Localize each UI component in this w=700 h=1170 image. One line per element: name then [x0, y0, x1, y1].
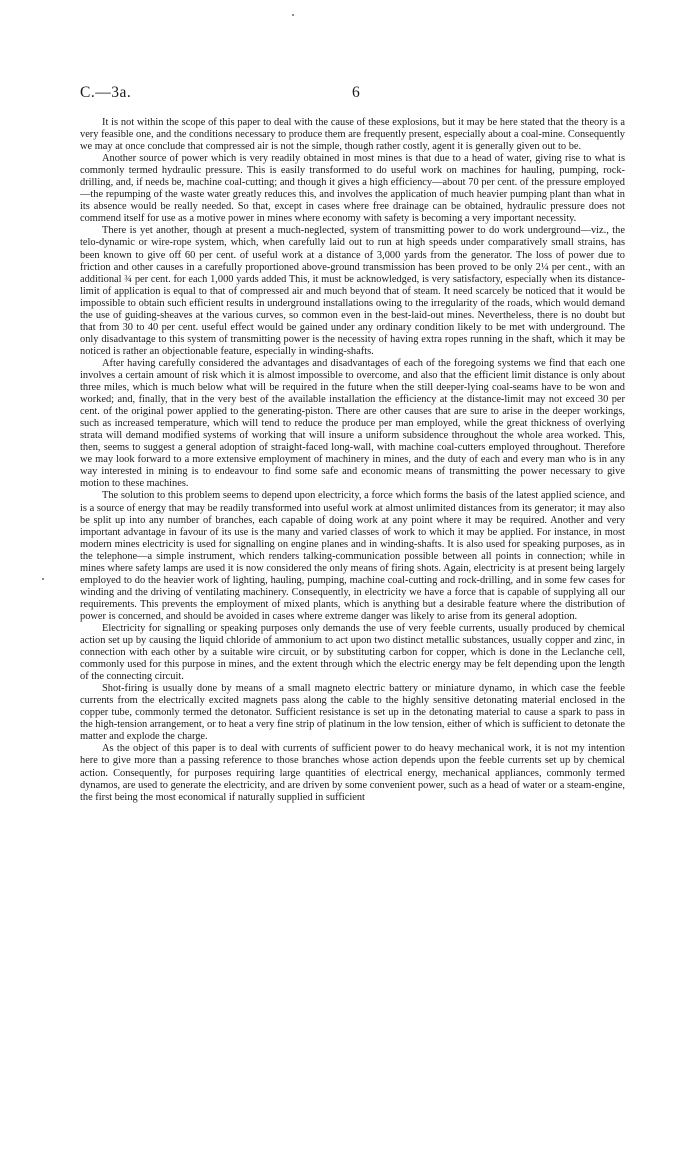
- paragraph: There is yet another, though at present a much-neglected, system of transmitting power to do work underground—viz., the telo-dynamic or wire-rope system, which, when carefully laid out to run at high speeds under comparatively small strains, has been known to give off 60 per cent. of useful work at a distance of 3,000 yards from the generator. The loss of power due to friction and other causes in a carefully proportioned above-ground transmission has been proved to be only 2¼ per cent., with an additional ¾ per cent. for each 1,000 yards added This, it must be acknowledged, is very satisfactory, especially when its distance-limit of application is equal to that of compressed air and much beyond that of steam. It need scarcely be noticed that it would be impossible to obtain such efficient results in underground installations owing to the irregularity of the roads, which would demand the use of guiding-sheaves at the various curves, so common even in the best-laid-out mines. Nevertheless, there is no doubt but that from 30 to 40 per cent. useful effect would be gained under any ordinary condition likely to be met with underground. The only disadvantage to this system of transmitting power is the necessity of having extra ropes running in the shaft, which it may be noticed is rather an objectionable feature, especially in winding-shafts.: [80, 225, 625, 357]
- scan-speck: [42, 578, 44, 580]
- paragraph: Electricity for signalling or speaking purposes only demands the use of very feeble currents, usually produced by chemical action set up by causing the liquid chloride of ammonium to act upon two distinct metallic substances, usually copper and zinc, in connection with each other by a suitable wire circuit, or by substituting carbon for copper, which is done in the Leclanche cell, commonly used for this purpose in mines, and the extent through which the electric energy may be felt depending upon the length of the connecting circuit.: [80, 622, 625, 683]
- page-header: [80, 84, 625, 104]
- paragraph: Shot-firing is usually done by means of a small magneto electric battery or miniature dynamo, in which case the feeble currents from the electrically excited magnets pass along the cable to the highly sensitive detonating material enclosed in the copper tube, commonly termed the detonator. Sufficient resistance is set up in the detonating material to cause a spark to pass in the high-tension arrangement, or to heat a very fine strip of platinum in the low tension, either of which is sufficient to detonate the matter and explode the charge.: [80, 683, 625, 743]
- document-reference: C.—3a.: [80, 84, 132, 101]
- scan-speck: [292, 14, 294, 16]
- paragraph: The solution to this problem seems to depend upon electricity, a force which forms the basis of the latest applied science, and is a source of energy that may be readily transformed into useful work at almost unlimited distances from its generator; it may also be split up into any number of branches, each capable of doing work at any point where it may be required. Another and very important advantage in favour of its use is the many and varied classes of work to which it may be applied. For instance, in most modern mines electricity is used for signalling on engine planes and in winding-shafts. It is also used for speaking purposes, as in the telephone—a simple instrument, which renders talking-communication possible between all points in connection; while in mines where safety lamps are used it is now considered the only means of firing shots. Again, electricity is at present being largely employed to do the heavier work of lighting, hauling, pumping, machine coal-cutting and rock-drilling, and in some few cases for winding and the driving of ventilating machinery. Consequently, in electricity we have a force that is capable of supplying all our requirements. This prevents the employment of mixed plants, which is anything but a desirable feature where the distribution of power is concerned, and should be avoided in cases where extreme danger was likely to arise from its general adoption.: [80, 490, 625, 622]
- paragraph: As the object of this paper is to deal with currents of sufficient power to do heavy mechanical work, it is not my intention here to give more than a passing reference to those branches whose action depends upon the feeble currents set up by chemical action. Consequently, for purposes requiring large quantities of electrical energy, mechanical appliances, commonly termed dynamos, are used to generate the electricity, and are driven by some convenient power, such as a head of water or a steam-engine, the first being the most economical if naturally supplied in sufficient: [80, 743, 625, 803]
- paragraph: It is not within the scope of this paper to deal with the cause of these explosions, but it may be here stated that the theory is a very feasible one, and the conditions necessary to produce them are frequently present, especially about a coal-mine. Consequently we may at once conclude that compressed air is not the simple, though rather costly, agent it is generally given out to be.: [80, 117, 625, 153]
- page-number: 6: [352, 84, 360, 101]
- body-text: [80, 117, 625, 804]
- paragraph: Another source of power which is very readily obtained in most mines is that due to a head of water, giving rise to what is commonly termed hydraulic pressure. This is easily transformed to do useful work on machines for hauling, pumping, rock-drilling, and, if needs be, machine coal-cutting; and though it gives a high efficiency—about 70 per cent. of the pressure employed—the repumping of the waste water greatly reduces this, and involves the application of much heavier pumping plant than what in its absence would be really needed. So that, except in cases where free drainage can be obtained, hydraulic pressure does not commend itself for use as a motive power in mines where economy with safety is becoming a very important necessity.: [80, 153, 625, 225]
- paragraph: After having carefully considered the advantages and disadvantages of each of the foregoing systems we find that each one involves a certain amount of risk which it is almost impossible to overcome, and also that the efficient limit distance is only about three miles, which is much below what will be required in the future when the still deeper-lying coal-seams have to be won and worked; and, finally, that in the very best of the available installation the efficiency at the distance-limit may not exceed 30 per cent. of the original power applied to the generating-piston. There are other causes that are sure to arise in the deeper workings, such as increased temperature, which will tend to reduce the produce per man employed, while the great thickness of overlying strata will demand modified systems of working that will insure a uniform subsidence throughout the whole area worked. This, then, seems to suggest a general adoption of straight-faced long-wall, with machine coal-cutters employed throughout. Therefore we may look forward to a more extensive employment of machinery in mines, and the duty of each and every man who is in any way interested in mining is to endeavour to find some safe and economic means of transmitting the power necessary to give motion to these machines.: [80, 357, 625, 490]
